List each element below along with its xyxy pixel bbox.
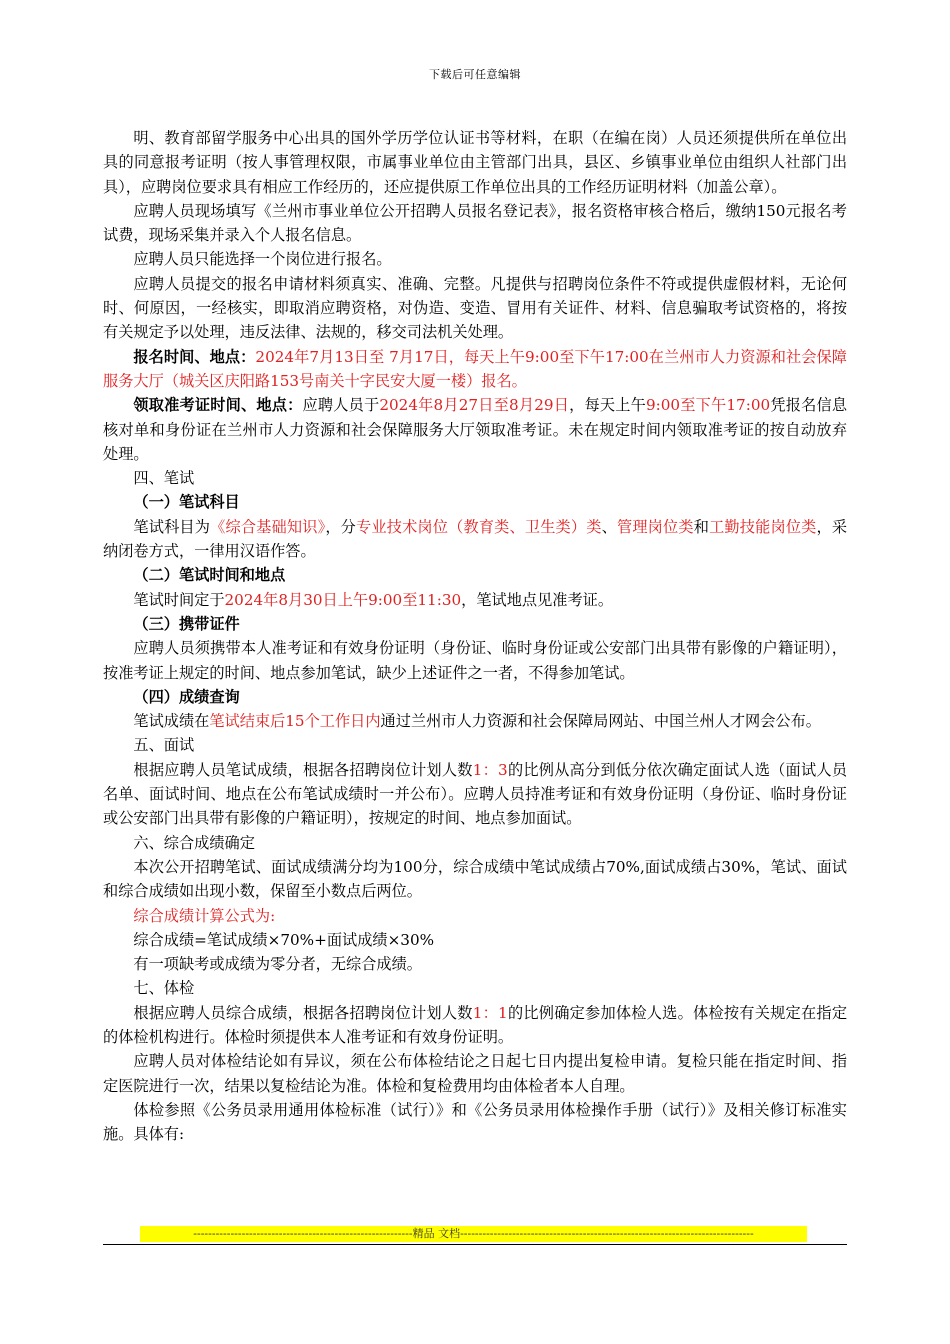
paragraph [103, 733, 847, 757]
document-body [103, 126, 847, 1146]
paragraph [103, 636, 847, 685]
highlighted-text-run: 综合成绩计算公式为: [133, 906, 276, 925]
highlighted-text-run: 1：3 [472, 760, 508, 779]
text-run: 综合成绩=笔试成绩×70%+面试成绩×30% [133, 930, 435, 949]
paragraph [103, 952, 847, 976]
text-run: 笔试时间定于 [133, 590, 225, 609]
bold-text-run: （三）携带证件 [133, 614, 240, 633]
highlighted-text-run: 笔试结束后15个工作日内 [209, 712, 381, 731]
bold-text-run: （二）笔试时间和地点 [133, 566, 286, 585]
paragraph [103, 1098, 847, 1147]
paragraph [103, 976, 847, 1000]
footer-divider [103, 1244, 847, 1245]
text-run: 六、综合成绩确定 [133, 833, 255, 852]
text-run: 的比例确定参加体检人选。体检按有关规定在指定的体检机构进行。体检时须提供本人准考证和有效身份证明。 [103, 1003, 848, 1046]
text-run: 应聘人员须携带本人准考证和有效身份证明（身份证、临时身份证或公安部门出具带有影像的户籍证明），按准考证上规定的时间、地点参加笔试，缺少上述证件之一者，不得参加笔试。 [103, 639, 847, 682]
highlighted-text-run: 2024年8月30日上午9:00至11:30 [224, 590, 462, 609]
highlighted-text-run: 专业技术岗位（教育类、卫生类）类 [356, 517, 602, 536]
paragraph [103, 393, 847, 466]
paragraph [103, 588, 847, 612]
text-run: 五、面试 [133, 736, 195, 755]
text-run: 明、教育部留学服务中心出具的国外学历学位认证书等材料，在职（在编在岗）人员还须提供所在单位出具的同意报考证明（按人事管理权限，市属事业单位由主管部门出具，县区、乡镇事业单位由组织人社部门出具），应聘岗位要求具有相应工作经历的，还应提供原工作单位出具的工作经历证明材料（加盖公章）。 [103, 129, 847, 196]
text-run: ，采纳闭卷方式，一律用汉语作答。 [103, 517, 848, 561]
paragraph [103, 1049, 847, 1098]
text-run: 根据应聘人员笔试成绩，根据各招聘岗位计划人数 [133, 760, 473, 779]
paragraph [103, 612, 847, 636]
text-run: 通过兰州市人力资源和社会保障局网站、中国兰州人才网会公布。 [380, 712, 821, 731]
text-run: 本次公开招聘笔试、面试成绩满分均为100分，综合成绩中笔试成绩占70%,面试成绩占30%，笔试、面试和综合成绩如出现小数，保留至小数点后两位。 [103, 857, 847, 901]
highlighted-text-run: 1：1 [472, 1003, 508, 1022]
paragraph [103, 831, 847, 855]
paragraph [103, 1001, 847, 1050]
text-run: 应聘人员提交的报名申请材料须真实、准确、完整。凡提供与招聘岗位条件不符或提供虚假材料，无论何时、何原因，一经核实，即取消应聘资格，对伪造、变造、冒用有关证件、材料、信息骗取考试资格的，将按有关规定予以处理，违反法律、法规的，移交司法机关处理。 [103, 274, 847, 342]
text-run: 笔试科目为 [133, 517, 211, 536]
text-run: 和 [693, 517, 710, 536]
paragraph [103, 126, 847, 199]
paragraph [103, 466, 847, 490]
highlighted-text-run: 管理岗位类 [616, 517, 694, 536]
paragraph [103, 855, 847, 904]
paragraph [103, 685, 847, 709]
paragraph [103, 199, 847, 248]
paragraph [103, 709, 847, 733]
text-run: 应聘人员对体检结论如有异议，须在公布体检结论之日起七日内提出复检申请。复检只能在指定时间、指定医院进行一次，结果以复检结论为准。体检和复检费用均由体检者本人自理。 [103, 1052, 847, 1095]
text-run: 笔试成绩在 [133, 712, 210, 731]
bold-text-run: （四）成绩查询 [133, 687, 240, 706]
highlighted-text-run: 《综合基础知识》 [210, 517, 326, 536]
text-run: ，每天上午 [569, 396, 646, 415]
footer-banner: -----------------------------------------------------------精品 文档------------------------------------------------------------------------------- [140, 1226, 807, 1242]
paragraph [103, 904, 847, 928]
text-run: 的比例从高分到低分依次确定面试人选（面试人员名单、面试时间、地点在公布笔试成绩时一并公布）。应聘人员持准考证和有效身份证明（身份证、临时身份证或公安部门出具带有影像的户籍证明），按规定的时间、地点参加面试。 [103, 760, 848, 828]
highlighted-text-run: 2024年7月13日至 7月17日，每天上午9:00至下午17:00在兰州市人力资源和社会保障服务大厅（城关区庆阳路153号南关十字民安大厦一楼）报名。 [103, 347, 847, 390]
bold-text-run: 报名时间、地点： [133, 347, 256, 366]
paragraph [103, 563, 847, 587]
highlighted-text-run: 2024年8月27日至8月29日 [379, 396, 570, 415]
text-run: 应聘人员只能选择一个岗位进行报名。 [133, 250, 392, 269]
text-run: ，笔试地点见准考证。 [461, 590, 614, 609]
bold-text-run: 领取准考证时间、地点： [133, 396, 303, 415]
text-run: 应聘人员现场填写《兰州市事业单位公开招聘人员报名登记表》，报名资格审核合格后，缴纳150元报名考试费，现场采集并录入个人报名信息。 [103, 201, 847, 245]
paragraph [103, 758, 847, 831]
paragraph [103, 345, 847, 394]
text-run: 四、笔试 [133, 469, 195, 488]
paragraph [103, 490, 847, 514]
text-run: 应聘人员于 [302, 396, 380, 415]
text-run: 体检参照《公务员录用通用体检标准（试行）》和《公务员录用体检操作手册（试行）》及相关修订标准实施。具体有: [103, 1100, 847, 1144]
page-header: 下载后可任意编辑 [429, 68, 521, 81]
text-run: 凭报名信息核对单和身份证在兰州市人力资源和社会保障服务大厅领取准考证。未在规定时间内领取准考证的按自动放弃处理。 [103, 396, 848, 463]
bold-text-run: （一）笔试科目 [133, 493, 240, 512]
highlighted-text-run: 工勤技能岗位类 [709, 517, 817, 536]
paragraph [103, 272, 847, 345]
paragraph [103, 515, 847, 564]
text-run: 根据应聘人员综合成绩，根据各招聘岗位计划人数 [133, 1003, 473, 1022]
paragraph [103, 928, 847, 952]
highlighted-text-run: 9:00至下午17:00 [645, 396, 771, 415]
text-run: ，分 [325, 517, 357, 536]
text-run: 有一项缺考或成绩为零分者，无综合成绩。 [133, 955, 422, 974]
paragraph [103, 247, 847, 271]
text-run: 、 [601, 517, 617, 536]
text-run: 七、体检 [133, 979, 195, 998]
